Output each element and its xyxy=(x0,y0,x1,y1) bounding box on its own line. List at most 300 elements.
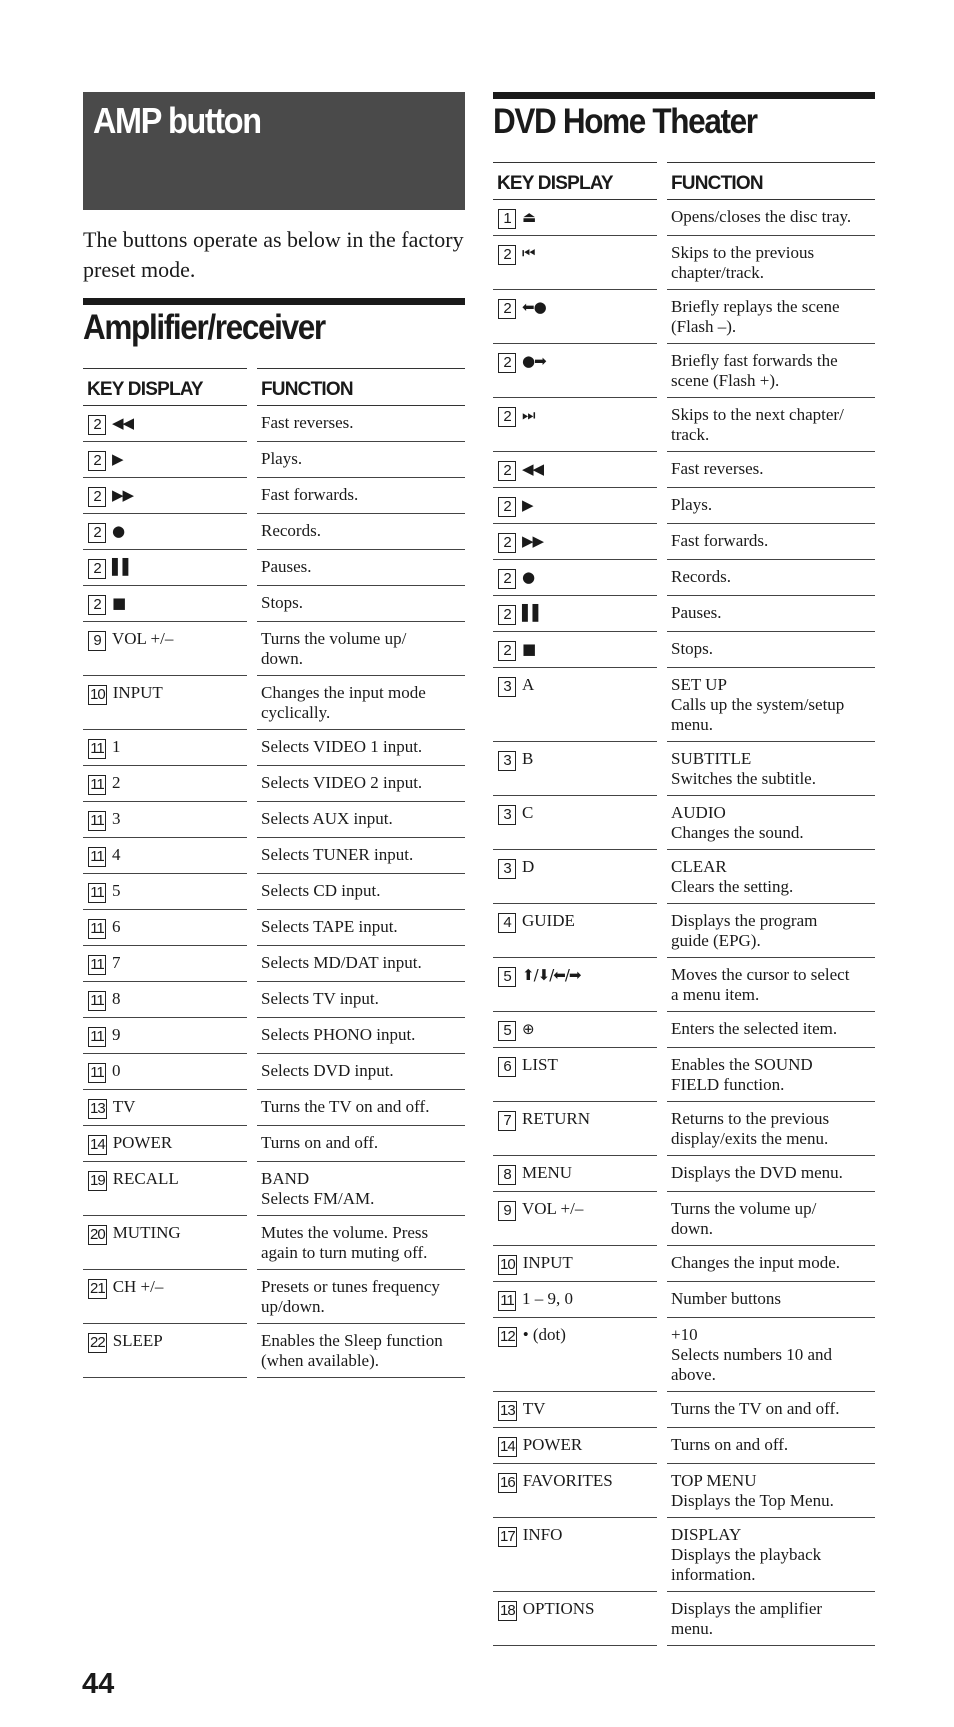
key-label: GUIDE xyxy=(522,911,575,930)
button-number-badge: 2 xyxy=(88,523,106,543)
function-cell xyxy=(257,1324,465,1378)
key-display-cell xyxy=(493,1464,657,1518)
table-row xyxy=(83,622,465,676)
table-row xyxy=(83,1324,465,1378)
function-text: Selects TUNER input. xyxy=(261,845,414,864)
function-cell xyxy=(257,838,465,874)
key-display-cell xyxy=(83,1270,247,1324)
function-text: Selects CD input. xyxy=(261,881,381,900)
amplifier-section-title: Amplifier/receiver xyxy=(83,308,325,347)
key-display-cell xyxy=(83,982,247,1018)
key-display-cell xyxy=(83,514,247,550)
function-text: Enters the selected item. xyxy=(671,1019,838,1038)
function-text: Records. xyxy=(671,567,731,586)
key-display-cell xyxy=(493,344,657,398)
function-cell xyxy=(257,1126,465,1162)
table-row xyxy=(83,1270,465,1324)
function-text: Mutes the volume. Press again to turn muting off. xyxy=(261,1223,429,1262)
function-cell xyxy=(667,344,875,398)
key-display-cell xyxy=(83,1216,247,1270)
table-row xyxy=(493,1102,875,1156)
function-cell xyxy=(667,560,875,596)
table-row xyxy=(83,586,465,622)
key-display-cell xyxy=(493,452,657,488)
function-text: Fast forwards. xyxy=(671,531,769,550)
key-display-cell xyxy=(83,1090,247,1126)
function-cell xyxy=(257,946,465,982)
function-cell xyxy=(257,406,465,442)
button-number-badge: 2 xyxy=(498,533,516,553)
key-display-cell xyxy=(83,1126,247,1162)
table-row xyxy=(493,1464,875,1518)
table-row xyxy=(493,1246,875,1282)
key-display-cell xyxy=(493,290,657,344)
key-display-cell xyxy=(493,1048,657,1102)
function-cell xyxy=(257,442,465,478)
key-label: 9 xyxy=(112,1025,121,1044)
key-label: VOL +/– xyxy=(522,1199,584,1218)
function-text: Fast forwards. xyxy=(261,485,359,504)
function-text: Selects MD/DAT input. xyxy=(261,953,422,972)
function-text: Turns the volume up/ down. xyxy=(261,629,407,668)
key-label: VOL +/– xyxy=(112,629,174,648)
button-number-badge: 10 xyxy=(90,686,105,703)
function-text: Selects VIDEO 2 input. xyxy=(261,773,423,792)
table-row xyxy=(493,1156,875,1192)
table-row xyxy=(83,406,465,442)
key-label: POWER xyxy=(112,1133,173,1152)
key-label: MUTING xyxy=(112,1223,181,1242)
function-text: BAND Selects FM/AM. xyxy=(261,1169,375,1208)
dvd-section-title: DVD Home Theater xyxy=(493,102,757,141)
function-cell xyxy=(667,1518,875,1592)
button-number-badge: 9 xyxy=(88,631,106,651)
key-label: ■ xyxy=(522,640,536,658)
function-text: Fast reverses. xyxy=(261,413,354,432)
button-number-badge: 3 xyxy=(498,751,516,771)
button-number-badge: 2 xyxy=(88,451,106,471)
amp-button-title: AMP button xyxy=(93,100,261,141)
function-cell xyxy=(257,1090,465,1126)
key-label: ⏮ xyxy=(522,244,535,262)
button-number-badge: 1 xyxy=(498,209,516,229)
key-label: 1 – 9, 0 xyxy=(522,1289,573,1308)
table-row xyxy=(493,796,875,850)
table-row xyxy=(83,676,465,730)
function-text: Displays the amplifier menu. xyxy=(671,1599,823,1638)
key-label: ◀◀ xyxy=(112,414,134,432)
key-label: ⊕ xyxy=(522,1020,534,1038)
table-row xyxy=(493,560,875,596)
table-row xyxy=(493,290,875,344)
table-row xyxy=(493,1518,875,1592)
key-display-cell xyxy=(493,632,657,668)
button-number-badge: 11 xyxy=(88,919,106,939)
function-cell xyxy=(667,796,875,850)
function-text: AUDIO Changes the sound. xyxy=(671,803,804,842)
table-row xyxy=(83,1126,465,1162)
key-label: ▶ xyxy=(112,450,123,468)
function-text: Selects DVD input. xyxy=(261,1061,394,1080)
key-display-cell xyxy=(493,742,657,796)
key-display-cell xyxy=(493,1318,657,1392)
function-text: Stops. xyxy=(671,639,714,658)
key-label: 0 xyxy=(112,1061,121,1080)
key-display-cell xyxy=(493,1102,657,1156)
key-display-cell xyxy=(83,874,247,910)
button-number-badge: 11 xyxy=(88,811,106,831)
table-row xyxy=(493,1012,875,1048)
key-label: ⬆/⬇/⬅/➡ xyxy=(522,966,581,984)
function-cell xyxy=(257,1054,465,1090)
table-row xyxy=(493,904,875,958)
button-number-badge: 20 xyxy=(90,1226,105,1243)
key-display-cell xyxy=(83,730,247,766)
function-cell xyxy=(667,850,875,904)
function-cell xyxy=(667,200,875,236)
page-number: 44 xyxy=(82,1668,115,1700)
button-number-badge: 2 xyxy=(88,487,106,507)
key-display-cell xyxy=(83,1054,247,1090)
function-text: Turns the TV on and off. xyxy=(261,1097,430,1116)
button-number-badge: 11 xyxy=(88,739,106,759)
key-label: 7 xyxy=(112,953,121,972)
table-row xyxy=(83,442,465,478)
button-number-badge: 2 xyxy=(88,595,106,615)
function-cell xyxy=(667,488,875,524)
button-number-badge: 6 xyxy=(498,1057,516,1077)
table-row xyxy=(493,596,875,632)
function-text: Plays. xyxy=(261,449,303,468)
key-label: LIST xyxy=(522,1055,558,1074)
table-row xyxy=(493,1192,875,1246)
key-label: RETURN xyxy=(522,1109,590,1128)
table-row xyxy=(493,850,875,904)
dvd-key-table xyxy=(493,162,875,1646)
key-label: D xyxy=(522,857,535,876)
function-cell xyxy=(667,1048,875,1102)
button-number-badge: 9 xyxy=(498,1201,516,1221)
key-label: C xyxy=(522,803,534,822)
function-text: Changes the input mode. xyxy=(671,1253,841,1272)
button-number-badge: 3 xyxy=(498,677,516,697)
key-label: INFO xyxy=(522,1525,563,1544)
amplifier-header-key: KEY DISPLAY xyxy=(83,368,247,406)
key-display-cell xyxy=(493,850,657,904)
function-text: Opens/closes the disc tray. xyxy=(671,207,852,226)
function-cell xyxy=(667,1318,875,1392)
key-label: ● xyxy=(522,568,535,586)
function-cell xyxy=(257,766,465,802)
table-row xyxy=(493,1428,875,1464)
function-cell xyxy=(667,1592,875,1646)
function-text: Pauses. xyxy=(671,603,722,622)
function-cell xyxy=(667,452,875,488)
function-text: Moves the cursor to select a menu item. xyxy=(671,965,850,1004)
key-label: ▶ xyxy=(522,496,533,514)
key-label: ⬅● xyxy=(522,298,546,316)
button-number-badge: 13 xyxy=(500,1402,515,1419)
key-label: TV xyxy=(112,1097,136,1116)
key-display-cell xyxy=(493,904,657,958)
function-cell xyxy=(667,1012,875,1048)
button-number-badge: 5 xyxy=(498,967,516,987)
function-text: Selects TAPE input. xyxy=(261,917,398,936)
key-display-cell xyxy=(83,478,247,514)
button-number-badge: 7 xyxy=(498,1111,516,1131)
function-cell xyxy=(667,1156,875,1192)
key-display-cell xyxy=(493,958,657,1012)
function-cell xyxy=(667,668,875,742)
button-number-badge: 2 xyxy=(498,353,516,373)
button-number-badge: 22 xyxy=(90,1334,105,1351)
function-text: SET UP Calls up the system/setup menu. xyxy=(671,675,845,734)
table-row xyxy=(493,398,875,452)
key-label: OPTIONS xyxy=(522,1599,595,1618)
table-row xyxy=(83,766,465,802)
function-text: Turns the TV on and off. xyxy=(671,1399,840,1418)
function-cell xyxy=(667,1102,875,1156)
key-display-cell xyxy=(83,442,247,478)
function-text: Displays the program guide (EPG). xyxy=(671,911,818,950)
key-label: ▌▌ xyxy=(112,558,134,576)
table-row xyxy=(83,1054,465,1090)
table-row xyxy=(83,838,465,874)
key-label: ●➡ xyxy=(522,352,546,370)
function-text: DISPLAY Displays the playback information. xyxy=(671,1525,822,1584)
function-text: +10 Selects numbers 10 and above. xyxy=(671,1325,832,1384)
key-display-cell xyxy=(493,1518,657,1592)
button-number-badge: 11 xyxy=(498,1291,516,1311)
function-cell xyxy=(667,1246,875,1282)
key-display-cell xyxy=(83,1162,247,1216)
function-cell xyxy=(667,1464,875,1518)
key-label: FAVORITES xyxy=(522,1471,613,1490)
function-text: Plays. xyxy=(671,495,713,514)
button-number-badge: 2 xyxy=(498,641,516,661)
function-text: Returns to the previous display/exits the menu. xyxy=(671,1109,830,1148)
function-cell xyxy=(257,910,465,946)
key-display-cell xyxy=(493,796,657,850)
function-cell xyxy=(667,632,875,668)
key-label: A xyxy=(522,675,535,694)
function-text: Selects AUX input. xyxy=(261,809,393,828)
key-label: • (dot) xyxy=(522,1325,566,1344)
button-number-badge: 5 xyxy=(498,1021,516,1041)
function-text: Selects PHONO input. xyxy=(261,1025,416,1044)
table-row xyxy=(83,514,465,550)
key-display-cell xyxy=(493,1592,657,1646)
key-label: ⏏ xyxy=(522,208,536,226)
function-text: Selects TV input. xyxy=(261,989,379,1008)
key-display-cell xyxy=(493,398,657,452)
key-label: ▶▶ xyxy=(112,486,134,504)
function-cell xyxy=(257,1216,465,1270)
key-label: INPUT xyxy=(112,683,163,702)
key-label: TV xyxy=(522,1399,546,1418)
key-label: CH +/– xyxy=(112,1277,164,1296)
key-display-cell xyxy=(493,1282,657,1318)
table-row xyxy=(493,488,875,524)
key-display-cell xyxy=(493,1246,657,1282)
dvd-header-function: FUNCTION xyxy=(667,162,875,200)
function-cell xyxy=(667,958,875,1012)
key-label: ● xyxy=(112,522,125,540)
key-display-cell xyxy=(493,560,657,596)
table-row xyxy=(83,550,465,586)
key-display-cell xyxy=(493,488,657,524)
button-number-badge: 18 xyxy=(500,1602,515,1619)
function-cell xyxy=(667,742,875,796)
function-text: Presets or tunes frequency up/down. xyxy=(261,1277,440,1316)
function-cell xyxy=(257,676,465,730)
key-display-cell xyxy=(83,1018,247,1054)
function-text: Selects VIDEO 1 input. xyxy=(261,737,423,756)
function-cell xyxy=(667,904,875,958)
table-row xyxy=(83,982,465,1018)
function-cell xyxy=(667,398,875,452)
button-number-badge: 19 xyxy=(90,1172,105,1189)
button-number-badge: 3 xyxy=(498,805,516,825)
button-number-badge: 11 xyxy=(88,991,106,1011)
key-label: 2 xyxy=(112,773,121,792)
button-number-badge: 21 xyxy=(90,1280,105,1297)
key-label: 4 xyxy=(112,845,121,864)
function-cell xyxy=(667,236,875,290)
button-number-badge: 14 xyxy=(500,1438,515,1455)
key-display-cell xyxy=(493,1392,657,1428)
function-cell xyxy=(667,524,875,560)
key-label: POWER xyxy=(522,1435,583,1454)
button-number-badge: 13 xyxy=(90,1100,105,1117)
button-number-badge: 11 xyxy=(88,883,106,903)
key-display-cell xyxy=(83,802,247,838)
key-label: ⏭ xyxy=(522,406,535,424)
button-number-badge: 2 xyxy=(498,605,516,625)
key-label: 8 xyxy=(112,989,121,1008)
key-label: ■ xyxy=(112,594,126,612)
function-text: Records. xyxy=(261,521,321,540)
table-row xyxy=(493,236,875,290)
function-text: Skips to the previous chapter/track. xyxy=(671,243,815,282)
key-label: SLEEP xyxy=(112,1331,163,1350)
table-row xyxy=(83,874,465,910)
button-number-badge: 2 xyxy=(498,245,516,265)
key-display-cell xyxy=(493,1012,657,1048)
key-display-cell xyxy=(493,1428,657,1464)
function-text: Enables the SOUND FIELD function. xyxy=(671,1055,813,1094)
function-cell xyxy=(257,478,465,514)
table-row xyxy=(493,344,875,398)
function-cell xyxy=(257,982,465,1018)
amplifier-section-bar xyxy=(83,298,465,305)
function-text: Enables the Sleep function (when available). xyxy=(261,1331,443,1370)
dvd-section-bar xyxy=(493,92,875,99)
function-text: Stops. xyxy=(261,593,304,612)
function-cell xyxy=(257,802,465,838)
button-number-badge: 2 xyxy=(88,559,106,579)
table-row xyxy=(493,1392,875,1428)
function-text: Skips to the next chapter/ track. xyxy=(671,405,844,444)
key-label: 3 xyxy=(112,809,121,828)
function-cell xyxy=(257,514,465,550)
function-text: Pauses. xyxy=(261,557,312,576)
key-display-cell xyxy=(83,1324,247,1378)
button-number-badge: 2 xyxy=(498,497,516,517)
table-row xyxy=(493,524,875,560)
function-text: TOP MENU Displays the Top Menu. xyxy=(671,1471,834,1510)
function-cell xyxy=(667,1192,875,1246)
table-row xyxy=(493,1282,875,1318)
button-number-badge: 11 xyxy=(88,955,106,975)
function-text: Displays the DVD menu. xyxy=(671,1163,843,1182)
key-display-cell xyxy=(83,406,247,442)
key-display-cell xyxy=(493,1156,657,1192)
function-text: Turns the volume up/ down. xyxy=(671,1199,817,1238)
key-label: RECALL xyxy=(112,1169,179,1188)
key-display-cell xyxy=(83,946,247,982)
button-number-badge: 11 xyxy=(88,775,106,795)
key-label: 1 xyxy=(112,737,121,756)
amplifier-key-table xyxy=(83,368,465,1378)
table-row xyxy=(493,668,875,742)
key-label: 6 xyxy=(112,917,121,936)
table-row xyxy=(493,632,875,668)
button-number-badge: 16 xyxy=(500,1474,515,1491)
function-text: Turns on and off. xyxy=(261,1133,379,1152)
button-number-badge: 11 xyxy=(88,1027,106,1047)
function-cell xyxy=(667,1282,875,1318)
function-cell xyxy=(257,1162,465,1216)
function-cell xyxy=(257,550,465,586)
table-row xyxy=(83,478,465,514)
table-row xyxy=(493,452,875,488)
amp-button-banner xyxy=(83,92,465,210)
button-number-badge: 11 xyxy=(88,847,106,867)
table-row xyxy=(493,742,875,796)
function-cell xyxy=(257,730,465,766)
table-row xyxy=(493,200,875,236)
key-label: INPUT xyxy=(522,1253,573,1272)
function-text: SUBTITLE Switches the subtitle. xyxy=(671,749,816,788)
button-number-badge: 2 xyxy=(498,299,516,319)
amp-intro-text: The buttons operate as below in the factory preset mode. xyxy=(83,227,464,282)
table-row xyxy=(83,1216,465,1270)
table-row xyxy=(493,1318,875,1392)
key-label: MENU xyxy=(522,1163,573,1182)
button-number-badge: 2 xyxy=(498,569,516,589)
function-text: Fast reverses. xyxy=(671,459,764,478)
table-row xyxy=(83,946,465,982)
function-cell xyxy=(257,1270,465,1324)
table-row xyxy=(83,1162,465,1216)
button-number-badge: 17 xyxy=(500,1528,515,1545)
button-number-badge: 12 xyxy=(500,1328,515,1345)
button-number-badge: 8 xyxy=(498,1165,516,1185)
function-cell xyxy=(667,596,875,632)
table-row xyxy=(83,1018,465,1054)
function-text: CLEAR Clears the setting. xyxy=(671,857,794,896)
table-row xyxy=(83,910,465,946)
button-number-badge: 10 xyxy=(500,1256,515,1273)
key-display-cell xyxy=(83,622,247,676)
key-display-cell xyxy=(493,200,657,236)
table-row xyxy=(83,1090,465,1126)
table-row xyxy=(83,730,465,766)
key-display-cell xyxy=(493,524,657,560)
function-text: Number buttons xyxy=(671,1289,782,1308)
key-label: ▶▶ xyxy=(522,532,544,550)
